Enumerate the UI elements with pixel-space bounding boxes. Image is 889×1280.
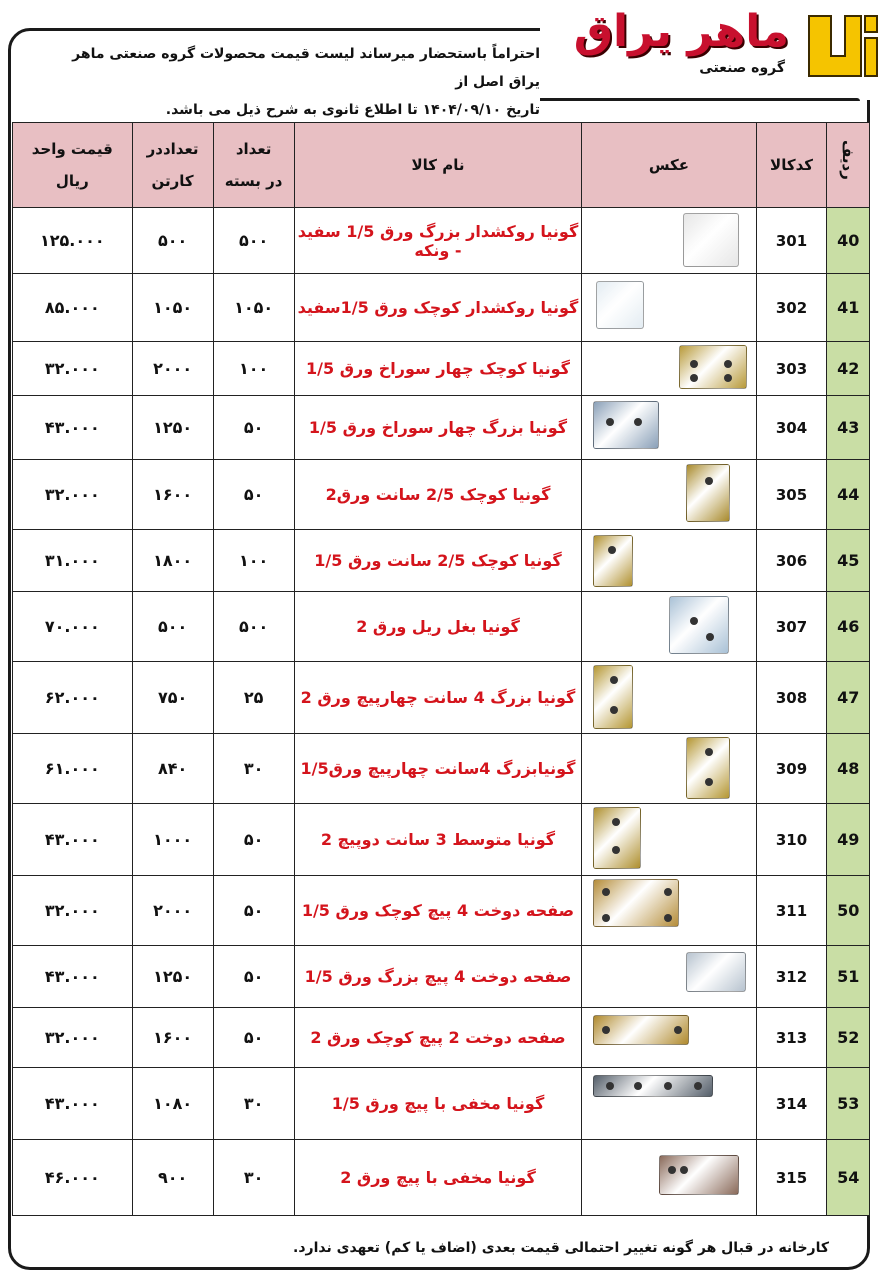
- screw-hole: [664, 1082, 672, 1090]
- table-row: [13, 1008, 870, 1068]
- blue-four-hole-bracket-icon: [593, 401, 659, 449]
- unit-price: ۳۲.۰۰۰: [13, 1008, 133, 1068]
- header-code: کدکالا: [756, 123, 827, 208]
- product-code: 310: [756, 804, 827, 876]
- unit-price: ۴۶.۰۰۰: [13, 1140, 133, 1216]
- screw-hole: [674, 1026, 682, 1034]
- screw-hole: [634, 1082, 642, 1090]
- screw-hole: [694, 1082, 702, 1090]
- table-row: [13, 208, 870, 274]
- screw-hole: [602, 914, 610, 922]
- product-code: 315: [756, 1140, 827, 1216]
- intro-line-2: تاریخ ۱۴۰۴/۰۹/۱۰ تا اطلاع ثانوی به شرح ذیل می باشد.: [165, 102, 540, 118]
- small-angle-bracket-icon: [686, 464, 730, 522]
- table-row: [13, 396, 870, 460]
- product-name: گونیا مخفی با پیچ ورق 1/5: [294, 1068, 582, 1140]
- screw-hole: [612, 846, 620, 854]
- product-code: 301: [756, 208, 827, 274]
- carton-qty: ۵۰۰: [132, 208, 213, 274]
- product-photo: [582, 592, 756, 662]
- strap-plate-icon: [593, 1015, 689, 1045]
- screw-hole: [668, 1166, 676, 1174]
- product-photo: [582, 1008, 756, 1068]
- carton-qty: ۸۴۰: [132, 734, 213, 804]
- screw-hole: [724, 374, 732, 382]
- screw-hole: [610, 706, 618, 714]
- table-row: [13, 274, 870, 342]
- unit-price: ۴۳.۰۰۰: [13, 946, 133, 1008]
- row-number: 49: [827, 804, 870, 876]
- product-code: 308: [756, 662, 827, 734]
- mending-plate-icon: [593, 879, 679, 927]
- screw-hole: [606, 1082, 614, 1090]
- product-name: گونیا بغل ریل ورق 2: [294, 592, 582, 662]
- screw-hole: [705, 477, 713, 485]
- product-name: گونیا بزرگ 4 سانت چهارپیچ ورق 2: [294, 662, 582, 734]
- unit-price: ۳۲.۰۰۰: [13, 342, 133, 396]
- product-code: 312: [756, 946, 827, 1008]
- brand-title: ماهر یراق: [573, 6, 789, 57]
- slotted-bracket-icon: [593, 807, 641, 869]
- unit-price: ۴۳.۰۰۰: [13, 804, 133, 876]
- table-row: [13, 876, 870, 946]
- unit-price: ۱۲۵.۰۰۰: [13, 208, 133, 274]
- price-table: [12, 122, 870, 1216]
- product-code: 303: [756, 342, 827, 396]
- product-photo: [582, 876, 756, 946]
- product-name: گونیابزرگ 4سانت چهارپیچ ورق1/5: [294, 734, 582, 804]
- screw-hole: [705, 778, 713, 786]
- header-pack: تعداد در بسته: [213, 123, 294, 208]
- carton-qty: ۲۰۰۰: [132, 342, 213, 396]
- carton-qty: ۱۸۰۰: [132, 530, 213, 592]
- unit-price: ۸۵.۰۰۰: [13, 274, 133, 342]
- mending-plate-icon: [686, 952, 746, 992]
- product-code: 307: [756, 592, 827, 662]
- carton-qty: ۱۶۰۰: [132, 1008, 213, 1068]
- product-code: 304: [756, 396, 827, 460]
- product-photo: [582, 208, 756, 274]
- unit-price: ۶۲.۰۰۰: [13, 662, 133, 734]
- row-number: 46: [827, 592, 870, 662]
- product-code: 309: [756, 734, 827, 804]
- screw-hole: [705, 748, 713, 756]
- small-angle-bracket-icon: [593, 535, 633, 587]
- unit-price: ۳۲.۰۰۰: [13, 876, 133, 946]
- carton-qty: ۱۶۰۰: [132, 460, 213, 530]
- slotted-bracket-icon: [686, 737, 730, 799]
- header-divider: [540, 98, 860, 101]
- pack-qty: ۵۰: [213, 460, 294, 530]
- product-name: گونیا مخفی با پیچ ورق 2: [294, 1140, 582, 1216]
- white-bracket-icon: [683, 213, 739, 267]
- pack-qty: ۵۰۰: [213, 208, 294, 274]
- screw-hole: [602, 888, 610, 896]
- row-number: 45: [827, 530, 870, 592]
- product-name: گونیا روکشدار کوچک ورق 1/5سفید: [294, 274, 582, 342]
- header-radif: ردیف: [827, 123, 870, 208]
- table-row: [13, 460, 870, 530]
- intro-text: [70, 40, 540, 124]
- brand-subtitle: گروه صنعتی: [699, 60, 785, 76]
- table-row: [13, 946, 870, 1008]
- product-photo: [582, 460, 756, 530]
- screw-hole: [680, 1166, 688, 1174]
- screw-hole: [690, 360, 698, 368]
- four-hole-bracket-icon: [679, 345, 747, 389]
- pack-qty: ۳۰: [213, 1140, 294, 1216]
- rail-bracket-icon: [669, 596, 729, 654]
- screw-hole: [664, 914, 672, 922]
- pack-qty: ۱۰۵۰: [213, 274, 294, 342]
- pack-qty: ۵۰۰: [213, 592, 294, 662]
- product-photo: [582, 274, 756, 342]
- carton-qty: ۱۲۵۰: [132, 946, 213, 1008]
- product-photo: [582, 804, 756, 876]
- product-code: 306: [756, 530, 827, 592]
- row-number: 51: [827, 946, 870, 1008]
- table-row: [13, 342, 870, 396]
- product-name: صفحه دوخت 2 پیچ کوچک ورق 2: [294, 1008, 582, 1068]
- screw-hole: [724, 360, 732, 368]
- screw-hole: [608, 546, 616, 554]
- row-number: 48: [827, 734, 870, 804]
- table-header-row: [13, 123, 870, 208]
- pack-qty: ۵۰: [213, 876, 294, 946]
- row-number: 40: [827, 208, 870, 274]
- product-name: گونیا روکشدار بزرگ ورق 1/5 سفید - ونکه: [294, 208, 582, 274]
- header-price: قیمت واحد ریال: [13, 123, 133, 208]
- product-photo: [582, 396, 756, 460]
- slotted-bracket-icon: [593, 665, 633, 729]
- product-code: 302: [756, 274, 827, 342]
- carton-qty: ۱۲۵۰: [132, 396, 213, 460]
- product-photo: [582, 342, 756, 396]
- screw-hole: [664, 888, 672, 896]
- row-number: 47: [827, 662, 870, 734]
- table-row: [13, 1140, 870, 1216]
- product-photo: [582, 1140, 756, 1216]
- product-name: گونیا متوسط 3 سانت دوپیچ 2: [294, 804, 582, 876]
- carton-qty: ۱۰۵۰: [132, 274, 213, 342]
- row-number: 54: [827, 1140, 870, 1216]
- row-number: 52: [827, 1008, 870, 1068]
- table-row: [13, 592, 870, 662]
- footnote: کارخانه در قبال هر گونه تغییر احتمالی قیمت بعدی (اضاف یا کم) تعهدی ندارد.: [293, 1240, 829, 1256]
- carton-qty: ۲۰۰۰: [132, 876, 213, 946]
- row-number: 43: [827, 396, 870, 460]
- table-row: [13, 530, 870, 592]
- pack-qty: ۳۰: [213, 1068, 294, 1140]
- screw-hole: [706, 633, 714, 641]
- table-row: [13, 804, 870, 876]
- pack-qty: ۱۰۰: [213, 342, 294, 396]
- product-photo: [582, 734, 756, 804]
- screw-hole: [606, 418, 614, 426]
- row-number: 42: [827, 342, 870, 396]
- carton-qty: ۹۰۰: [132, 1140, 213, 1216]
- header-carton: تعداددر کارتن: [132, 123, 213, 208]
- pack-qty: ۱۰۰: [213, 530, 294, 592]
- row-number: 41: [827, 274, 870, 342]
- row-number: 53: [827, 1068, 870, 1140]
- unit-price: ۳۲.۰۰۰: [13, 460, 133, 530]
- brand-mark-icon: [801, 6, 881, 86]
- pack-qty: ۲۵: [213, 662, 294, 734]
- unit-price: ۳۱.۰۰۰: [13, 530, 133, 592]
- hidden-angle-icon: [659, 1155, 739, 1195]
- pack-qty: ۳۰: [213, 734, 294, 804]
- header-name: نام کالا: [294, 123, 582, 208]
- hidden-bracket-icon: [593, 1075, 713, 1097]
- carton-qty: ۵۰۰: [132, 592, 213, 662]
- row-number: 50: [827, 876, 870, 946]
- product-photo: [582, 1068, 756, 1140]
- screw-hole: [690, 374, 698, 382]
- carton-qty: ۱۰۸۰: [132, 1068, 213, 1140]
- product-name: گونیا کوچک چهار سوراخ ورق 1/5: [294, 342, 582, 396]
- product-photo: [582, 530, 756, 592]
- table-row: [13, 1068, 870, 1140]
- pack-qty: ۵۰: [213, 1008, 294, 1068]
- unit-price: ۴۳.۰۰۰: [13, 1068, 133, 1140]
- screw-hole: [612, 818, 620, 826]
- product-name: صفحه دوخت 4 پیچ بزرگ ورق 1/5: [294, 946, 582, 1008]
- unit-price: ۷۰.۰۰۰: [13, 592, 133, 662]
- carton-qty: ۱۰۰۰: [132, 804, 213, 876]
- product-name: صفحه دوخت 4 پیچ کوچک ورق 1/5: [294, 876, 582, 946]
- unit-price: ۴۳.۰۰۰: [13, 396, 133, 460]
- unit-price: ۶۱.۰۰۰: [13, 734, 133, 804]
- white-small-bracket-icon: [596, 281, 644, 329]
- product-name: گونیا کوچک 2/5 سانت ورق2: [294, 460, 582, 530]
- brand-logo: [551, 6, 881, 86]
- pack-qty: ۵۰: [213, 946, 294, 1008]
- product-name: گونیا کوچک 2/5 سانت ورق 1/5: [294, 530, 582, 592]
- carton-qty: ۷۵۰: [132, 662, 213, 734]
- product-code: 314: [756, 1068, 827, 1140]
- product-code: 313: [756, 1008, 827, 1068]
- product-code: 311: [756, 876, 827, 946]
- header-photo: عکس: [582, 123, 756, 208]
- screw-hole: [602, 1026, 610, 1034]
- screw-hole: [690, 617, 698, 625]
- product-code: 305: [756, 460, 827, 530]
- pack-qty: ۵۰: [213, 396, 294, 460]
- product-name: گونیا بزرگ چهار سوراخ ورق 1/5: [294, 396, 582, 460]
- table-row: [13, 662, 870, 734]
- intro-line-1: احتراماً باستحضار میرساند لیست قیمت محصولات گروه صنعتی ماهر یراق اصل از: [72, 46, 540, 90]
- pack-qty: ۵۰: [213, 804, 294, 876]
- product-photo: [582, 946, 756, 1008]
- row-number: 44: [827, 460, 870, 530]
- table-row: [13, 734, 870, 804]
- screw-hole: [610, 676, 618, 684]
- screw-hole: [634, 418, 642, 426]
- product-photo: [582, 662, 756, 734]
